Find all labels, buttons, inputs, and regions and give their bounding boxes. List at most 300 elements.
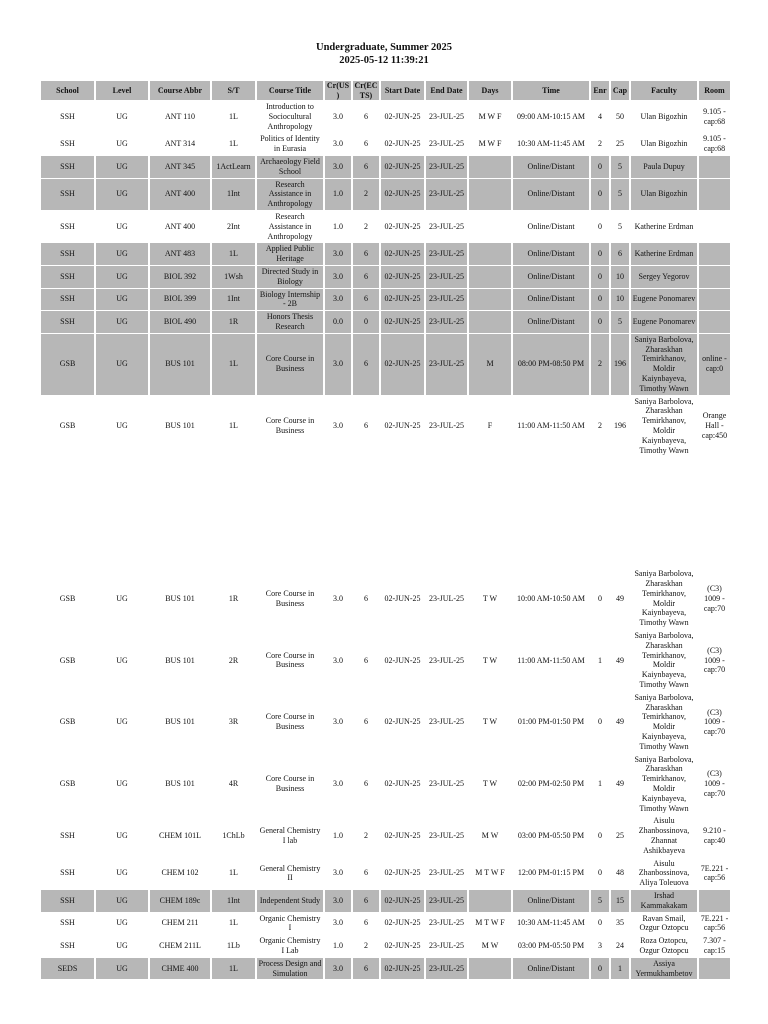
col-header-time: Time xyxy=(513,81,589,100)
cell-start-date: 02-JUN-25 xyxy=(381,243,424,265)
cell-capacity: 24 xyxy=(616,941,624,951)
cell-course-title: Core Course in Business xyxy=(265,650,315,670)
cell-course-title: General Chemistry I lab xyxy=(259,826,321,846)
cell-credits-ects: 2 xyxy=(364,941,368,951)
cell-course-title: Applied Public Heritage xyxy=(257,243,323,265)
cell-faculty: Ulan Bigozhin xyxy=(631,179,697,210)
cell-capacity: 1 xyxy=(611,958,629,980)
cell-enrolled: 2 xyxy=(598,139,602,149)
cell-room xyxy=(699,179,730,210)
cell-course-abbr: ANT 345 xyxy=(150,156,210,178)
cell-start-date: 02-JUN-25 xyxy=(381,958,424,980)
cell-room: 7E.221 - cap:56 xyxy=(700,863,729,883)
cell-level: UG xyxy=(116,593,128,603)
cell-school: GSB xyxy=(59,655,76,665)
cell-days: M W F xyxy=(478,139,502,149)
cell-time: 02:00 PM-02:50 PM xyxy=(517,779,585,789)
cell-end-date: 23-JUL-25 xyxy=(428,831,465,841)
cell-course-abbr: CHEM 101L xyxy=(159,831,201,841)
cell-credits-ects: 2 xyxy=(364,831,368,841)
cell-level: UG xyxy=(96,890,148,912)
cell-room: Orange Hall - cap:450 xyxy=(701,411,728,440)
report-timestamp: 2025-05-12 11:39:21 xyxy=(339,55,429,66)
cell-enrolled: 1 xyxy=(598,779,602,789)
cell-course-title: Politics of Identity in Eurasia xyxy=(260,134,320,154)
table-row xyxy=(41,211,730,242)
cell-end-date: 23-JUL-25 xyxy=(426,890,467,912)
cell-end-date: 23-JUL-25 xyxy=(426,311,467,333)
cell-end-date: 23-JUL-25 xyxy=(428,139,465,149)
cell-room: 9.105 - cap:68 xyxy=(703,134,726,154)
cell-school: GSB xyxy=(41,334,94,395)
cell-faculty: Sergey Yegorov xyxy=(631,266,697,288)
cell-course-abbr: BUS 101 xyxy=(165,655,195,665)
cell-time: Online/Distant xyxy=(513,179,589,210)
cell-start-date: 02-JUN-25 xyxy=(384,139,421,149)
table-row xyxy=(41,311,730,333)
cell-section-type: 3R xyxy=(228,717,239,727)
cell-credits-us: 3.0 xyxy=(333,779,343,789)
cell-course-abbr: BUS 101 xyxy=(165,593,195,603)
col-header-course-title: Course Title xyxy=(257,81,323,100)
cell-start-date: 02-JUN-25 xyxy=(384,831,421,841)
cell-course-abbr: BIOL 392 xyxy=(150,266,210,288)
cell-end-date: 23-JUL-25 xyxy=(428,779,465,789)
cell-end-date: 23-JUL-25 xyxy=(428,868,465,878)
cell-school: SSH xyxy=(60,941,75,951)
cell-enrolled: 0 xyxy=(591,266,609,288)
cell-credits-ects: 6 xyxy=(364,779,368,789)
cell-faculty: Saniya Barbolova, Zharaskhan Temirkhanov, Moldir Kaiynbayeva, Timothy Wawn xyxy=(631,334,697,395)
cell-start-date: 02-JUN-25 xyxy=(384,918,421,928)
cell-days: M W F xyxy=(478,111,502,121)
cell-time: 01:00 PM-01:50 PM xyxy=(517,717,585,727)
cell-level: UG xyxy=(96,311,148,333)
cell-time: 11:00 AM-11:50 AM xyxy=(517,655,585,665)
cell-days: T W xyxy=(482,593,498,603)
cell-capacity: 49 xyxy=(616,779,624,789)
cell-faculty: Ulan Bigozhin xyxy=(640,139,688,149)
cell-faculty: Katherine Erdman xyxy=(631,243,697,265)
cell-days: F xyxy=(487,421,493,430)
cell-credits-ects: 6 xyxy=(364,421,368,430)
cell-days xyxy=(469,243,511,265)
cell-enrolled: 4 xyxy=(598,111,602,121)
cell-section-type: 1R xyxy=(228,593,239,603)
cell-course-title: Core Course in Business xyxy=(257,334,323,395)
cell-credits-ects: 6 xyxy=(353,958,379,980)
table-row xyxy=(41,692,730,753)
cell-course-title: Directed Study in Biology xyxy=(257,266,323,288)
cell-time: 10:30 AM-11:45 AM xyxy=(517,918,585,928)
cell-school: GSB xyxy=(59,779,76,789)
cell-course-abbr: ANT 314 xyxy=(164,139,196,149)
cell-end-date: 23-JUL-25 xyxy=(428,221,465,231)
table-row xyxy=(41,266,730,288)
cell-course-title: Organic Chemistry I Lab xyxy=(259,936,321,955)
cell-credits-us: 3.0 xyxy=(325,243,351,265)
cell-start-date: 02-JUN-25 xyxy=(381,289,424,311)
cell-days xyxy=(469,958,511,980)
cell-capacity: 6 xyxy=(611,243,629,265)
cell-days: M T W F xyxy=(475,868,505,878)
cell-credits-us: 0.0 xyxy=(325,311,351,333)
table-row xyxy=(41,754,730,815)
cell-start-date: 02-JUN-25 xyxy=(384,717,421,727)
cell-faculty: Roza Oztopcu, Ozgur Oztopcu xyxy=(639,936,689,955)
cell-course-title: Core Course in Business xyxy=(265,774,315,794)
cell-faculty: Saniya Barbolova, Zharaskhan Temirkhanov, Moldir Kaiynbayeva, Timothy Wawn xyxy=(634,569,694,628)
table-row xyxy=(41,913,730,935)
cell-enrolled: 0 xyxy=(598,831,602,841)
cell-days: T W xyxy=(482,779,498,789)
cell-school: GSB xyxy=(59,717,76,727)
cell-credits-us: 3.0 xyxy=(333,918,343,928)
cell-end-date: 23-JUL-25 xyxy=(428,655,465,665)
cell-school: GSB xyxy=(59,421,76,430)
cell-credits-us: 3.0 xyxy=(333,868,343,878)
cell-enrolled: 0 xyxy=(598,221,602,231)
cell-start-date: 02-JUN-25 xyxy=(381,266,424,288)
cell-level: UG xyxy=(96,266,148,288)
header-row xyxy=(41,81,730,100)
cell-enrolled: 0 xyxy=(591,179,609,210)
cell-section-type: 4R xyxy=(228,779,239,789)
cell-faculty: Eugene Ponomarev xyxy=(631,311,697,333)
cell-days: T W xyxy=(482,717,498,727)
schedule-body xyxy=(41,101,730,979)
cell-start-date: 02-JUN-25 xyxy=(381,156,424,178)
cell-section-type: 2R xyxy=(228,655,239,665)
cell-faculty: Eugene Ponomarev xyxy=(631,289,697,311)
cell-level: UG xyxy=(116,831,128,841)
cell-enrolled: 2 xyxy=(598,421,602,430)
cell-credits-ects: 6 xyxy=(364,139,368,149)
cell-capacity: 25 xyxy=(616,139,624,149)
cell-faculty: Paula Dupuy xyxy=(631,156,697,178)
table-row xyxy=(41,156,730,178)
cell-end-date: 23-JUL-25 xyxy=(428,717,465,727)
cell-room xyxy=(699,311,730,333)
cell-days: T W xyxy=(482,655,498,665)
cell-faculty: Saniya Barbolova, Zharaskhan Temirkhanov, Moldir Kaiynbayeva, Timothy Wawn xyxy=(634,631,694,690)
cell-course-title: Biology Internship - 2B xyxy=(257,289,323,311)
cell-school: SSH xyxy=(60,221,75,231)
cell-capacity: 5 xyxy=(611,156,629,178)
cell-credits-us: 3.0 xyxy=(325,334,351,395)
cell-level: UG xyxy=(116,918,128,928)
cell-time: Online/Distant xyxy=(513,156,589,178)
cell-enrolled: 0 xyxy=(591,243,609,265)
cell-school: SSH xyxy=(60,831,75,841)
col-header-course-abbr: Course Abbr xyxy=(150,81,210,100)
cell-capacity: 49 xyxy=(616,655,624,665)
cell-room xyxy=(699,958,730,980)
cell-credits-ects: 6 xyxy=(353,243,379,265)
cell-credits-ects: 6 xyxy=(364,111,368,121)
cell-end-date: 23-JUL-25 xyxy=(428,421,465,430)
page-break-gap xyxy=(41,457,730,567)
cell-course-title: Core Course in Business xyxy=(265,416,315,435)
table-row xyxy=(41,935,730,957)
cell-level: UG xyxy=(116,139,128,149)
cell-credits-us: 3.0 xyxy=(325,958,351,980)
cell-start-date: 02-JUN-25 xyxy=(384,593,421,603)
cell-credits-us: 1.0 xyxy=(333,941,343,951)
cell-days xyxy=(469,311,511,333)
cell-room: (C3) 1009 - cap:70 xyxy=(703,583,726,613)
cell-end-date: 23-JUL-25 xyxy=(428,111,465,121)
cell-level: UG xyxy=(116,655,128,665)
cell-start-date: 02-JUN-25 xyxy=(381,890,424,912)
cell-start-date: 02-JUN-25 xyxy=(384,421,421,430)
cell-capacity: 5 xyxy=(618,221,622,231)
cell-course-abbr: ANT 400 xyxy=(150,179,210,210)
cell-credits-ects: 6 xyxy=(353,156,379,178)
col-header-enrolled: Enr xyxy=(591,81,609,100)
cell-course-title: Independent Study xyxy=(257,890,323,912)
table-row xyxy=(41,568,730,629)
cell-section-type: 1L xyxy=(229,918,238,928)
col-header-end-date: End Date xyxy=(426,81,467,100)
cell-days xyxy=(469,211,511,242)
cell-section-type: 2Int xyxy=(227,221,240,231)
cell-start-date: 02-JUN-25 xyxy=(381,179,424,210)
cell-course-abbr: BUS 101 xyxy=(150,334,210,395)
cell-course-abbr: BIOL 399 xyxy=(150,289,210,311)
cell-course-title: General Chemistry II xyxy=(259,863,321,883)
cell-level: UG xyxy=(116,868,128,878)
cell-course-title: Research Assistance in Anthropology xyxy=(267,211,313,241)
cell-credits-us: 3.0 xyxy=(333,139,343,149)
cell-level: UG xyxy=(116,941,128,951)
cell-credits-us: 3.0 xyxy=(325,266,351,288)
cell-credits-us: 3.0 xyxy=(333,717,343,727)
col-header-capacity: Cap xyxy=(611,81,629,100)
cell-credits-ects: 6 xyxy=(353,266,379,288)
table-row xyxy=(41,858,730,889)
table-row xyxy=(41,179,730,210)
cell-enrolled: 0 xyxy=(591,311,609,333)
cell-days: M xyxy=(469,334,511,395)
cell-course-abbr: CHEM 211L xyxy=(159,941,201,951)
cell-credits-ects: 6 xyxy=(353,334,379,395)
cell-section-type: 1ActLearn xyxy=(212,156,255,178)
cell-room xyxy=(699,266,730,288)
cell-enrolled: 3 xyxy=(598,941,602,951)
cell-level: UG xyxy=(96,958,148,980)
cell-school: SEDS xyxy=(41,958,94,980)
cell-school: SSH xyxy=(60,868,75,878)
cell-credits-us: 3.0 xyxy=(325,890,351,912)
cell-level: UG xyxy=(116,421,128,430)
cell-end-date: 23-JUL-25 xyxy=(428,593,465,603)
cell-days xyxy=(469,266,511,288)
cell-capacity: 35 xyxy=(616,918,624,928)
cell-start-date: 02-JUN-25 xyxy=(381,311,424,333)
cell-course-abbr: CHME 400 xyxy=(150,958,210,980)
table-row xyxy=(41,890,730,912)
cell-time: 03:00 PM-05:50 PM xyxy=(517,941,585,951)
cell-course-abbr: BUS 101 xyxy=(165,779,195,789)
cell-level: UG xyxy=(116,779,128,789)
cell-capacity: 49 xyxy=(616,593,624,603)
cell-section-type: 1L xyxy=(229,139,238,149)
cell-end-date: 23-JUL-25 xyxy=(428,941,465,951)
cell-school: SSH xyxy=(60,111,75,121)
cell-room: 9.210 - cap:40 xyxy=(703,826,726,846)
cell-time: Online/Distant xyxy=(513,289,589,311)
page-break-spacer xyxy=(41,457,730,567)
cell-room: online - cap:0 xyxy=(699,334,730,395)
schedule-table xyxy=(39,80,732,980)
cell-course-abbr: ANT 400 xyxy=(164,221,196,231)
cell-credits-us: 3.0 xyxy=(333,111,343,121)
cell-room: (C3) 1009 - cap:70 xyxy=(703,645,726,675)
cell-end-date: 23-JUL-25 xyxy=(426,266,467,288)
cell-course-title: Honors Thesis Research xyxy=(257,311,323,333)
cell-enrolled: 1 xyxy=(598,655,602,665)
cell-course-abbr: BUS 101 xyxy=(165,717,195,727)
cell-time: 09:00 AM-10:15 AM xyxy=(516,111,585,121)
cell-course-abbr: CHEM 211 xyxy=(161,918,199,928)
cell-room: (C3) 1009 - cap:70 xyxy=(703,707,726,737)
cell-credits-us: 3.0 xyxy=(325,289,351,311)
cell-capacity: 10 xyxy=(611,289,629,311)
table-row xyxy=(41,396,730,457)
col-header-credits-us: Cr(US ) xyxy=(326,81,350,100)
cell-course-title: Introduction to Sociocultural Anthropology xyxy=(266,102,314,131)
cell-credits-us: 3.0 xyxy=(325,156,351,178)
cell-days: M W xyxy=(481,941,499,951)
cell-credits-ects: 6 xyxy=(353,289,379,311)
cell-level: UG xyxy=(96,179,148,210)
cell-school: SSH xyxy=(41,266,94,288)
cell-enrolled: 0 xyxy=(598,918,602,928)
cell-end-date: 23-JUL-25 xyxy=(426,958,467,980)
cell-enrolled: 5 xyxy=(591,890,609,912)
cell-credits-ects: 2 xyxy=(353,179,379,210)
cell-school: SSH xyxy=(41,289,94,311)
cell-capacity: 25 xyxy=(616,831,624,841)
cell-start-date: 02-JUN-25 xyxy=(384,655,421,665)
cell-section-type: 1L xyxy=(229,421,238,430)
cell-section-type: 1L xyxy=(229,868,238,878)
cell-days xyxy=(469,289,511,311)
cell-credits-ects: 2 xyxy=(364,221,368,231)
cell-course-abbr: BIOL 490 xyxy=(150,311,210,333)
cell-faculty: Aisulu Zhanbossinova, Aliya Toleuova xyxy=(638,858,690,888)
cell-level: UG xyxy=(96,243,148,265)
cell-section-type: 1Wsh xyxy=(212,266,255,288)
cell-school: SSH xyxy=(41,156,94,178)
cell-start-date: 02-JUN-25 xyxy=(384,868,421,878)
col-header-school: School xyxy=(41,81,94,100)
table-row xyxy=(41,101,730,132)
cell-days xyxy=(469,890,511,912)
cell-credits-ects: 6 xyxy=(364,593,368,603)
cell-school: SSH xyxy=(60,139,75,149)
cell-faculty: Saniya Barbolova, Zharaskhan Temirkhanov, Moldir Kaiynbayeva, Timothy Wawn xyxy=(634,396,694,455)
cell-school: SSH xyxy=(41,243,94,265)
cell-faculty: Aisulu Zhanbossinova, Zhannat Ashikbayeva xyxy=(638,816,690,855)
cell-faculty: Ulan Bigozhin xyxy=(640,111,688,121)
cell-faculty: Saniya Barbolova, Zharaskhan Temirkhanov, Moldir Kaiynbayeva, Timothy Wawn xyxy=(634,754,694,813)
cell-enrolled: 0 xyxy=(598,868,602,878)
cell-section-type: 1Int xyxy=(212,289,255,311)
col-header-section-type: S/T xyxy=(212,81,255,100)
cell-time: 12:00 PM-01:15 PM xyxy=(517,868,585,878)
cell-course-abbr: CHEM 102 xyxy=(161,868,199,878)
cell-time: 03:00 PM-05:50 PM xyxy=(517,831,585,841)
cell-room xyxy=(699,890,730,912)
cell-school: SSH xyxy=(41,311,94,333)
cell-time: 08:00 PM-08:50 PM xyxy=(513,334,589,395)
cell-credits-us: 3.0 xyxy=(333,655,343,665)
cell-capacity: 50 xyxy=(616,111,624,121)
col-header-start-date: Start Date xyxy=(381,81,424,100)
cell-level: UG xyxy=(96,334,148,395)
table-row xyxy=(41,815,730,856)
cell-course-title: Research Assistance in Anthropology xyxy=(257,179,323,210)
cell-capacity: 48 xyxy=(616,868,624,878)
cell-credits-ects: 6 xyxy=(364,868,368,878)
cell-enrolled: 0 xyxy=(591,958,609,980)
cell-faculty: Assiya Yermukhambetov xyxy=(631,958,697,980)
cell-room xyxy=(699,211,730,242)
cell-time: Online/Distant xyxy=(513,890,589,912)
cell-time: Online/Distant xyxy=(513,243,589,265)
cell-section-type: 1ChLb xyxy=(222,831,245,841)
cell-course-title: Organic Chemistry I xyxy=(259,913,321,933)
cell-level: UG xyxy=(116,717,128,727)
cell-faculty: Saniya Barbolova, Zharaskhan Temirkhanov, Moldir Kaiynbayeva, Timothy Wawn xyxy=(634,692,694,751)
cell-credits-ects: 6 xyxy=(353,890,379,912)
cell-enrolled: 0 xyxy=(598,717,602,727)
cell-capacity: 49 xyxy=(616,717,624,727)
cell-enrolled: 0 xyxy=(598,593,602,603)
cell-school: SSH xyxy=(41,890,94,912)
cell-time: Online/Distant xyxy=(513,311,589,333)
cell-course-abbr: BUS 101 xyxy=(165,421,195,430)
col-header-level: Level xyxy=(96,81,148,100)
cell-start-date: 02-JUN-25 xyxy=(384,941,421,951)
cell-days xyxy=(469,156,511,178)
cell-time: Online/Distant xyxy=(513,958,589,980)
cell-school: SSH xyxy=(60,918,75,928)
cell-section-type: 1Lb xyxy=(227,941,240,951)
cell-faculty: Irshad Kammakakam xyxy=(631,890,697,912)
col-header-faculty: Faculty xyxy=(631,81,697,100)
cell-credits-us: 1.0 xyxy=(333,831,343,841)
cell-enrolled: 0 xyxy=(591,289,609,311)
cell-end-date: 23-JUL-25 xyxy=(426,334,467,395)
cell-time: Online/Distant xyxy=(527,221,575,231)
cell-course-abbr: ANT 110 xyxy=(165,111,195,121)
cell-credits-ects: 6 xyxy=(364,655,368,665)
cell-capacity: 10 xyxy=(611,266,629,288)
cell-credits-us: 1.0 xyxy=(325,179,351,210)
cell-time: 11:00 AM-11:50 AM xyxy=(517,421,585,430)
cell-section-type: 1L xyxy=(229,111,238,121)
cell-course-title: Core Course in Business xyxy=(265,588,315,608)
table-row xyxy=(41,133,730,155)
cell-course-title: Process Design and Simulation xyxy=(258,958,322,978)
col-header-room: Room xyxy=(699,81,730,100)
cell-credits-ects: 6 xyxy=(364,918,368,928)
cell-time: Online/Distant xyxy=(513,266,589,288)
cell-end-date: 23-JUL-25 xyxy=(426,179,467,210)
